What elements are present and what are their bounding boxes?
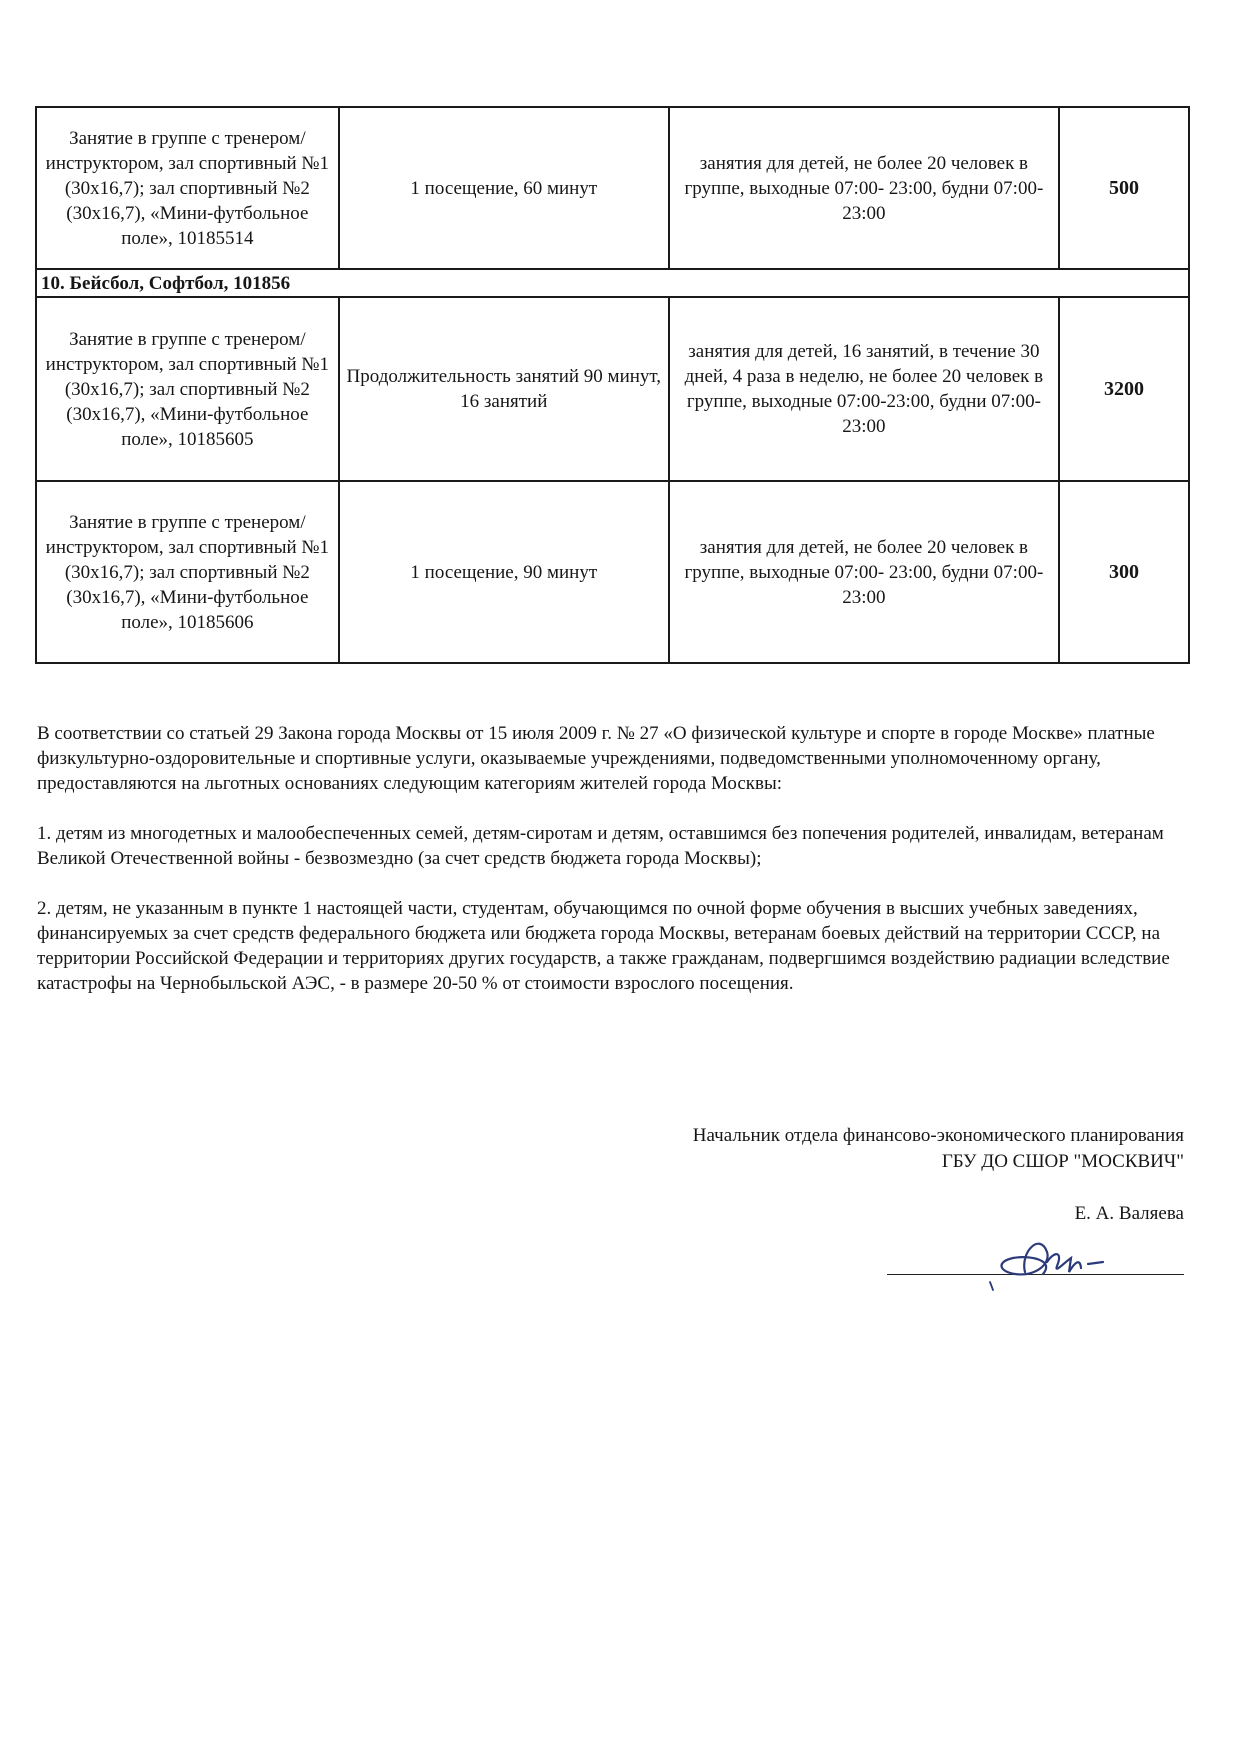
duration-cell: 1 посещение, 60 минут (339, 107, 669, 269)
signatory-name: Е. А. Валяева (1074, 1203, 1184, 1224)
price-cell: 3200 (1059, 297, 1189, 481)
handwritten-signature (985, 1222, 1130, 1294)
service-cell: Занятие в группе с тренером/инструктором, зал спортивный №1 (30х16,7); зал спортивный №2 (30х16,7), «Мини-футбольное поле», 10185605 (36, 297, 339, 481)
organization-line: ГБУ ДО СШОР "МОСКВИЧ" (941, 1151, 1184, 1172)
position-line: Начальник отдела финансово-экономического планирования (692, 1125, 1184, 1146)
notes-section (37, 721, 1187, 1021)
table-row (36, 481, 1189, 663)
conditions-cell: занятия для детей, не более 20 человек в группе, выходные 07:00- 23:00, будни 07:00-23:00 (669, 107, 1059, 269)
benefit-item-1: 1. детям из многодетных и малообеспеченных семей, детям-сиротам и детям, оставшимся без попечения родителей, инвалидам, ветеранам Великой Отечественной войны - безвозмездно (за счет средств бюджета города Москвы); (37, 823, 1164, 869)
table-row (36, 297, 1189, 481)
signatory-position (693, 1123, 1184, 1175)
price-cell: 500 (1059, 107, 1189, 269)
section-row (36, 269, 1189, 297)
service-cell: Занятие в группе с тренером/инструктором, зал спортивный №1 (30х16,7); зал спортивный №2 (30х16,7), «Мини-футбольное поле», 10185514 (36, 107, 339, 269)
law-paragraph: В соответствии со статьей 29 Закона города Москвы от 15 июля 2009 г. № 27 «О физической культуре и спорте в городе Москве» платные физкультурно-оздоровительные и спортивные услуги, оказываемые учреждениями, подведомственными уполномоченному органу, предоставляются на льготных основаниях следующим категориям жителей города Москвы: (37, 723, 1155, 794)
conditions-cell: занятия для детей, не более 20 человек в группе, выходные 07:00- 23:00, будни 07:00-23:00 (669, 481, 1059, 663)
conditions-cell: занятия для детей, 16 занятий, в течение 30 дней, 4 раза в неделю, не более 20 человек в группе, выходные 07:00-23:00, будни 07:00-23:00 (669, 297, 1059, 481)
service-cell: Занятие в группе с тренером/инструктором, зал спортивный №1 (30х16,7); зал спортивный №2 (30х16,7), «Мини-футбольное поле», 10185606 (36, 481, 339, 663)
price-table (35, 106, 1190, 664)
table-row (36, 107, 1189, 269)
duration-cell: Продолжительность занятий 90 минут, 16 занятий (339, 297, 669, 481)
price-cell: 300 (1059, 481, 1189, 663)
duration-cell: 1 посещение, 90 минут (339, 481, 669, 663)
section-heading: 10. Бейсбол, Софтбол, 101856 (36, 269, 1189, 297)
benefit-item-2: 2. детям, не указанным в пункте 1 настоящей части, студентам, обучающимся по очной форме обучения в высших учебных заведениях, финансируемых за счет средств федерального бюджета или бюджета города Москвы, ветеранам боевых действий на территории СССР, на территории Российской Федерации и территориях других государств, а также гражданам, подвергшимся воздействию радиации вследствие катастрофы на Чернобыльской АЭС, - в размере 20-50 % от стоимости взрослого посещения. (37, 898, 1170, 994)
